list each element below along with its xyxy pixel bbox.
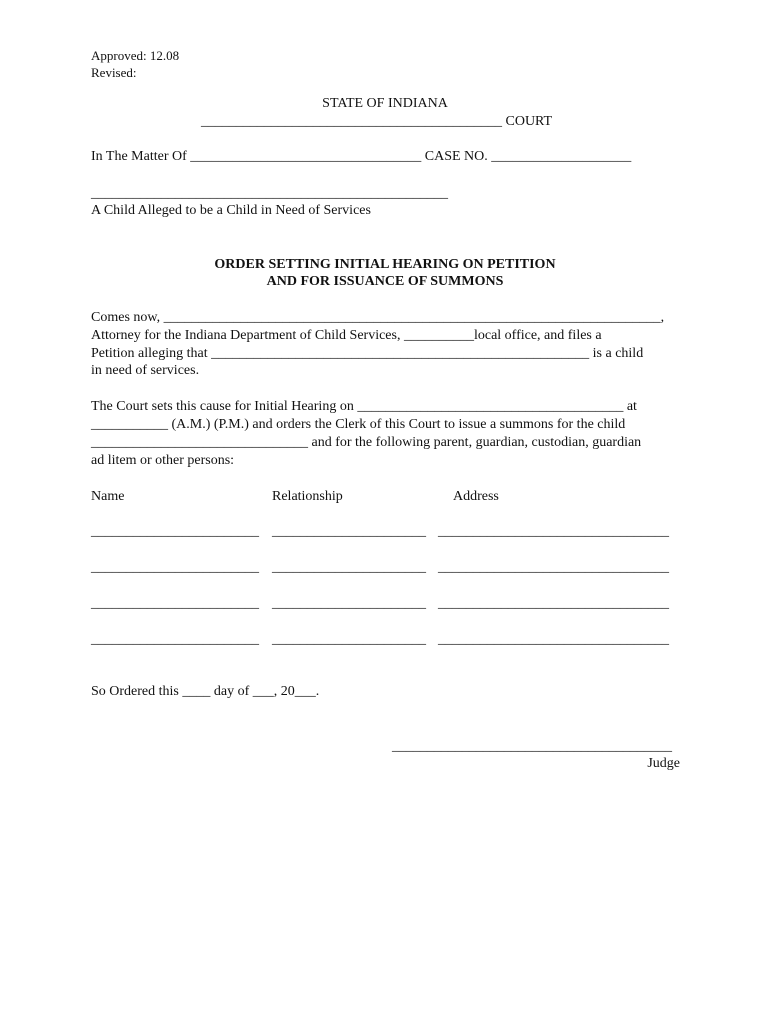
address-blank: _________________________________ xyxy=(438,632,669,647)
judge-label: Judge xyxy=(647,756,680,771)
header-relationship: Relationship xyxy=(272,489,343,504)
name-blank: ________________________ xyxy=(91,596,259,611)
judge-signature-line: ________________________________________ xyxy=(392,739,672,754)
paragraph2-line2: ___________ (A.M.) (P.M.) and orders the Clerk of this Court to issue a summons for the child xyxy=(91,417,626,432)
court-line: ___________________________________________ COURT xyxy=(201,114,553,129)
address-blank: _________________________________ xyxy=(438,596,669,611)
paragraph2-line3: _______________________________ and for the following parent, guardian, custodian, guardian xyxy=(91,435,642,450)
name-blank: ________________________ xyxy=(91,560,259,575)
paragraph2-line1: The Court sets this cause for Initial Hearing on ______________________________________ at xyxy=(91,399,637,414)
child-name-blank: ___________________________________________________ xyxy=(91,186,448,201)
state-heading: STATE OF INDIANA xyxy=(322,96,448,111)
matter-case-line: In The Matter Of _________________________________ CASE NO. ____________________ xyxy=(91,149,632,164)
paragraph1-line4: in need of services. xyxy=(91,363,200,378)
relationship-blank: ______________________ xyxy=(272,632,426,647)
paragraph1-line3: Petition alleging that ______________________________________________________ is a child xyxy=(91,346,644,361)
so-ordered-line: So Ordered this ____ day of ___, 20___. xyxy=(91,684,320,699)
header-name: Name xyxy=(91,489,125,504)
name-blank: ________________________ xyxy=(91,524,259,539)
paragraph1-line2: Attorney for the Indiana Department of Child Services, __________local office, and files a xyxy=(91,328,602,343)
approved-date: Approved: 12.08 xyxy=(91,48,180,63)
child-caption: A Child Alleged to be a Child in Need of Services xyxy=(91,203,371,218)
address-blank: _________________________________ xyxy=(438,524,669,539)
paragraph1-line1: Comes now, _______________________________________________________________________, xyxy=(91,310,665,325)
revised-label: Revised: xyxy=(91,65,137,80)
paragraph2-line4: ad litem or other persons: xyxy=(91,453,235,468)
name-blank: ________________________ xyxy=(91,632,259,647)
document-title-line1: ORDER SETTING INITIAL HEARING ON PETITION xyxy=(214,257,556,272)
header-address: Address xyxy=(453,489,499,504)
relationship-blank: ______________________ xyxy=(272,560,426,575)
address-blank: _________________________________ xyxy=(438,560,669,575)
document-title-line2: AND FOR ISSUANCE OF SUMMONS xyxy=(266,274,504,289)
relationship-blank: ______________________ xyxy=(272,524,426,539)
relationship-blank: ______________________ xyxy=(272,596,426,611)
